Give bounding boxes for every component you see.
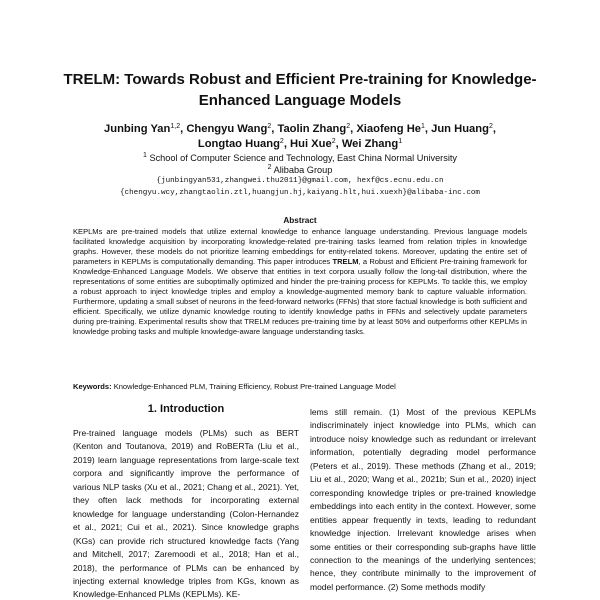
author-line-2: Longtao Huang$^2$, Hui Xue$^2$, Wei Zhang$^1$ xyxy=(197,138,403,150)
author-affiliation-mark: 2 xyxy=(279,138,284,145)
author-affiliation-mark: 1 xyxy=(398,138,403,145)
email-line-2: {chengyu.wcy,zhangtaolin.ztl,huangjun.hj,kaiyang.hlt,hui.xuexh}@alibaba-inc.com xyxy=(119,189,480,197)
abstract-model-name: TRELM xyxy=(332,256,359,266)
section-heading-introduction: 1. Introduction xyxy=(147,403,225,415)
affiliation-mark: 2 xyxy=(267,164,272,171)
affiliation-text: School of Computer Science and Technology, East China Normal University xyxy=(149,153,458,163)
author-name: Chengyu Wang xyxy=(186,123,268,135)
author-name: Longtao Huang xyxy=(197,138,280,150)
author-affiliation-mark: 2 xyxy=(346,123,351,130)
author-list xyxy=(70,122,530,152)
affiliation-2 xyxy=(70,164,530,176)
author-name: Taolin Zhang xyxy=(277,123,347,135)
affiliation-text: Alibaba Group xyxy=(273,165,333,175)
abstract-heading: Abstract xyxy=(283,216,317,225)
author-name: Xiaofeng He xyxy=(356,123,421,135)
author-name: Hui Xue xyxy=(290,138,332,150)
author-name: Jun Huang xyxy=(431,123,489,135)
author-affiliation-mark: 1,2 xyxy=(170,123,181,130)
keywords-label: Keywords: xyxy=(73,382,112,391)
affiliation-1 xyxy=(70,152,530,164)
abstract-body xyxy=(73,227,527,336)
author-line-1: Junbing Yan$^{1,2}$, Chengyu Wang$^2$, Taolin Zhang$^2$, Xiaofeng He$^1$, Jun Huang$^2$, xyxy=(104,123,496,135)
email-line-1: {junbingyan531,zhangwei.thu2011}@gmail.com, hexf@cs.ecnu.edu.cn xyxy=(156,177,444,185)
author-affiliation-mark: 2 xyxy=(488,123,493,130)
author-affiliation-mark: 2 xyxy=(267,123,272,130)
keywords-text: Knowledge-Enhanced PLM, Training Efficiency, Robust Pre-trained Language Model xyxy=(111,382,396,391)
author-affiliation-mark: 1 xyxy=(421,123,425,130)
body-column-right: lems still remain. (1) Most of the previous KEPLMs indiscriminately inject knowledge into PLMs, which can introduce noisy knowledge such as redundant or irrelevant information, potentially degrading model performance (Peters et al., 2019). These methods (Zhang et al., 2019; Liu et al., 2020; Wang et al., 2021b; Sun et al., 2020) inject corresponding knowledge triples or pre-trained knowledge embeddings into each entity in the context. However, some entities appear frequently in texts, leading to redundant knowledge injection. Irrelevant knowledge arises when some entities or their corresponding sub-graphs have little connection to the meanings of the underlying sentences; hence, they contribute minimally to the improvement of model performance. (2) Some methods modify xyxy=(310,407,536,592)
author-affiliation-mark: 2 xyxy=(331,138,336,145)
author-name: Wei Zhang xyxy=(341,138,399,150)
body-column-left: Pre-trained language models (PLMs) such as BERT (Kenton and Toutanova, 2019) and RoBERTa (Liu et al., 2019) learn language representations from large-scale text corpora and significantly improve the performance of various NLP tasks (Xu et al., 2021; Chang et al., 2021). Yet, they often lack methods for incorporating external knowledge for language understanding (Colon-Hernandez et al., 2021; Cui et al., 2021). Since knowledge graphs (KGs) can provide rich structured knowledge facts (Yang and Mitchell, 2017; Zaremoodi et al., 2018; Han et al., 2018), the performance of PLMs can be enhanced by injecting external knowledge triples from KGs, known as Knowledge-Enhanced PLMs (KEPLMs). KE- xyxy=(73,428,299,600)
keywords xyxy=(73,382,527,391)
paper-title: TRELM: Towards Robust and Efficient Pre-training for Knowledge-Enhanced Language Models xyxy=(63,71,537,109)
affiliation-mark: 1 xyxy=(142,152,147,159)
abstract-text: KEPLMs are pre-trained models that utilize external knowledge to enhance language understanding. Previous language models facilitated knowledge acquisition by incorporating knowledge-related pre-training tasks learned from relation triples in knowledge graphs. However, these models do not prioritize learning embeddings for entity-related tokens. Moreover, updating the entire set of parameters in KEPLMs is computationally demanding. This paper introduces xyxy=(73,227,527,266)
abstract-text: , a Robust and Efficient Pre-training framework for Knowledge-Enhanced Language Models. We observe that entities in text corpora usually follow the long-tail distribution, where the representations of some entities are suboptimally optimized and hinder the pre-training process for KEPLMs. To tackle this, we employ a robust approach to inject knowledge triples and employ a knowledge-augmented memory bank to capture valuable information. Furthermore, updating a small subset of neurons in the feed-forward networks (FFNs) that store factual knowledge is both sufficient and efficient. Specifically, we utilize dynamic knowledge routing to identify knowledge paths in FFNs and selectively update parameters during pre-training. Experimental results show that TRELM reduces pre-training time by at least 50% and outperforms other KEPLMs in knowledge probing tasks and multiple knowledge-aware language understanding tasks. xyxy=(73,256,528,336)
author-name: Junbing Yan xyxy=(104,123,171,135)
